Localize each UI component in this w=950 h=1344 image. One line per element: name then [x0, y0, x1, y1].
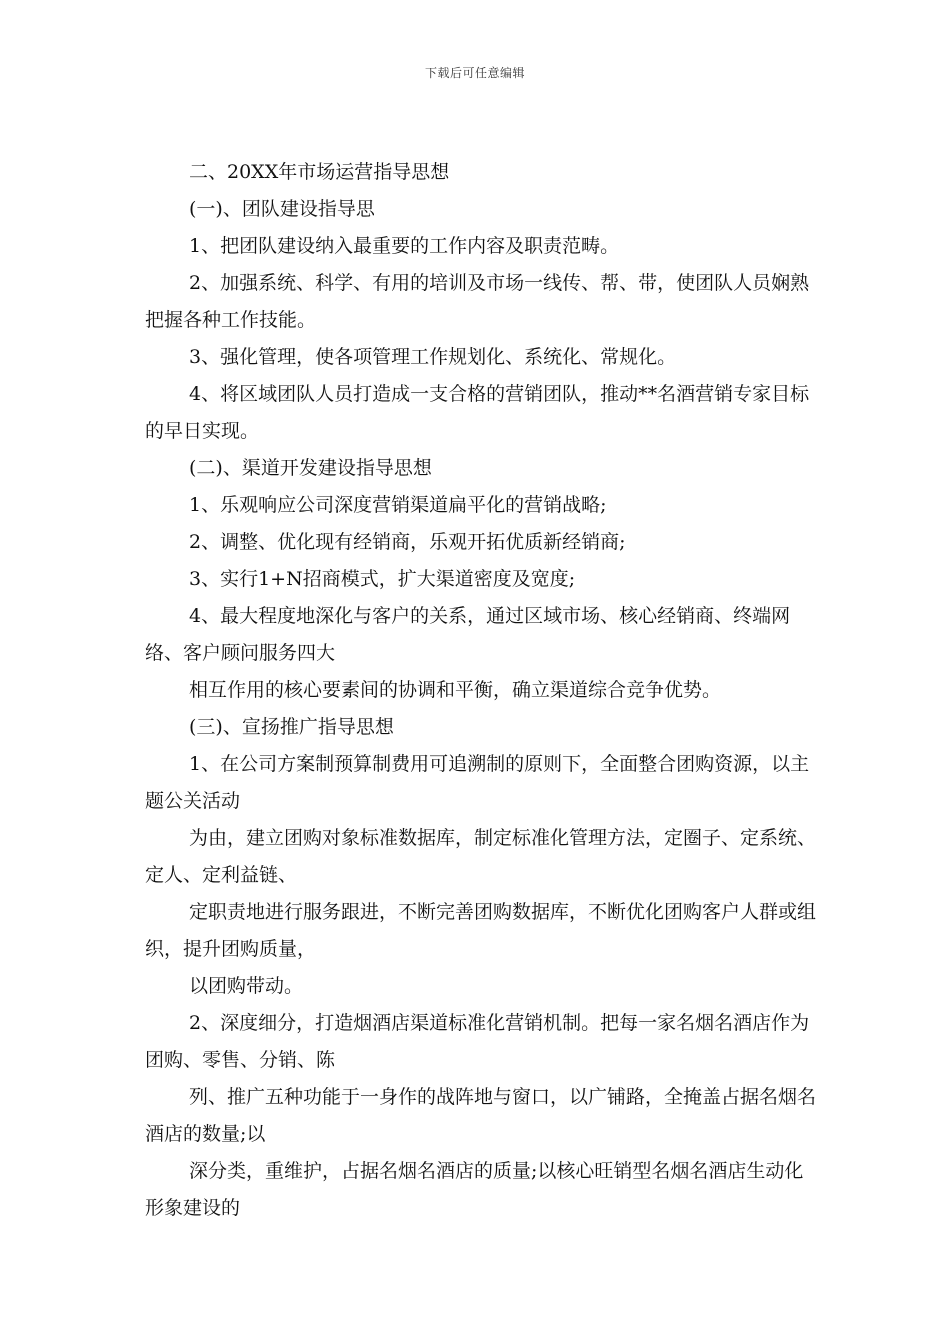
paragraph: 1、把团队建设纳入最重要的工作内容及职责范畴。 — [189, 235, 620, 257]
paragraph: 深分类，重维护，占据名烟名酒店的质量;以核心旺销型名烟名酒店生动化形象建设的 — [145, 1160, 804, 1219]
paragraph: 2、调整、优化现有经销商，乐观开拓优质新经销商; — [189, 531, 626, 553]
paragraph: 4、将区域团队人员打造成一支合格的营销团队，推动**名酒营销专家目标的早日实现。 — [145, 383, 810, 442]
subsection-heading: (一)、团队建设指导思 — [189, 198, 375, 220]
header-note: 下载后可任意编辑 — [424, 66, 525, 80]
paragraph: 1、在公司方案制预算制费用可追溯制的原则下，全面整合团购资源，以主题公关活动 — [145, 753, 810, 812]
subsection-heading: (三)、宣扬推广指导思想 — [189, 716, 394, 738]
paragraph: 4、最大程度地深化与客户的关系，通过区域市场、核心经销商、终端网络、客户顾问服务四大 — [145, 605, 791, 664]
paragraph: 定职责地进行服务跟进，不断完善团购数据库，不断优化团购客户人群或组织，提升团购质量， — [145, 901, 817, 960]
paragraph: 为由，建立团购对象标准数据库，制定标准化管理方法，定圈子、定系统、定人、定利益链、 — [145, 827, 817, 886]
paragraph: 2、加强系统、科学、有用的培训及市场一线传、帮、带，使团队人员娴熟把握各种工作技能。 — [145, 272, 810, 331]
subsection-heading: (二)、渠道开发建设指导思想 — [189, 457, 432, 479]
paragraph: 以团购带动。 — [189, 975, 304, 997]
paragraph: 2、深度细分，打造烟酒店渠道标准化营销机制。把每一家名烟名酒店作为团购、零售、分销、陈 — [145, 1012, 810, 1071]
section-heading: 二、20XX年市场运营指导思想 — [189, 161, 450, 183]
document-body — [145, 154, 821, 1227]
paragraph: 1、乐观响应公司深度营销渠道扁平化的营销战略; — [189, 494, 607, 516]
paragraph: 3、强化管理，使各项管理工作规划化、系统化、常规化。 — [189, 346, 677, 368]
paragraph: 列、推广五种功能于一身作的战阵地与窗口，以广铺路，全掩盖占据名烟名酒店的数量;以 — [145, 1086, 817, 1145]
paragraph: 3、实行1+N招商模式，扩大渠道密度及宽度; — [189, 568, 576, 590]
paragraph: 相互作用的核心要素间的协调和平衡，确立渠道综合竞争优势。 — [189, 679, 722, 701]
